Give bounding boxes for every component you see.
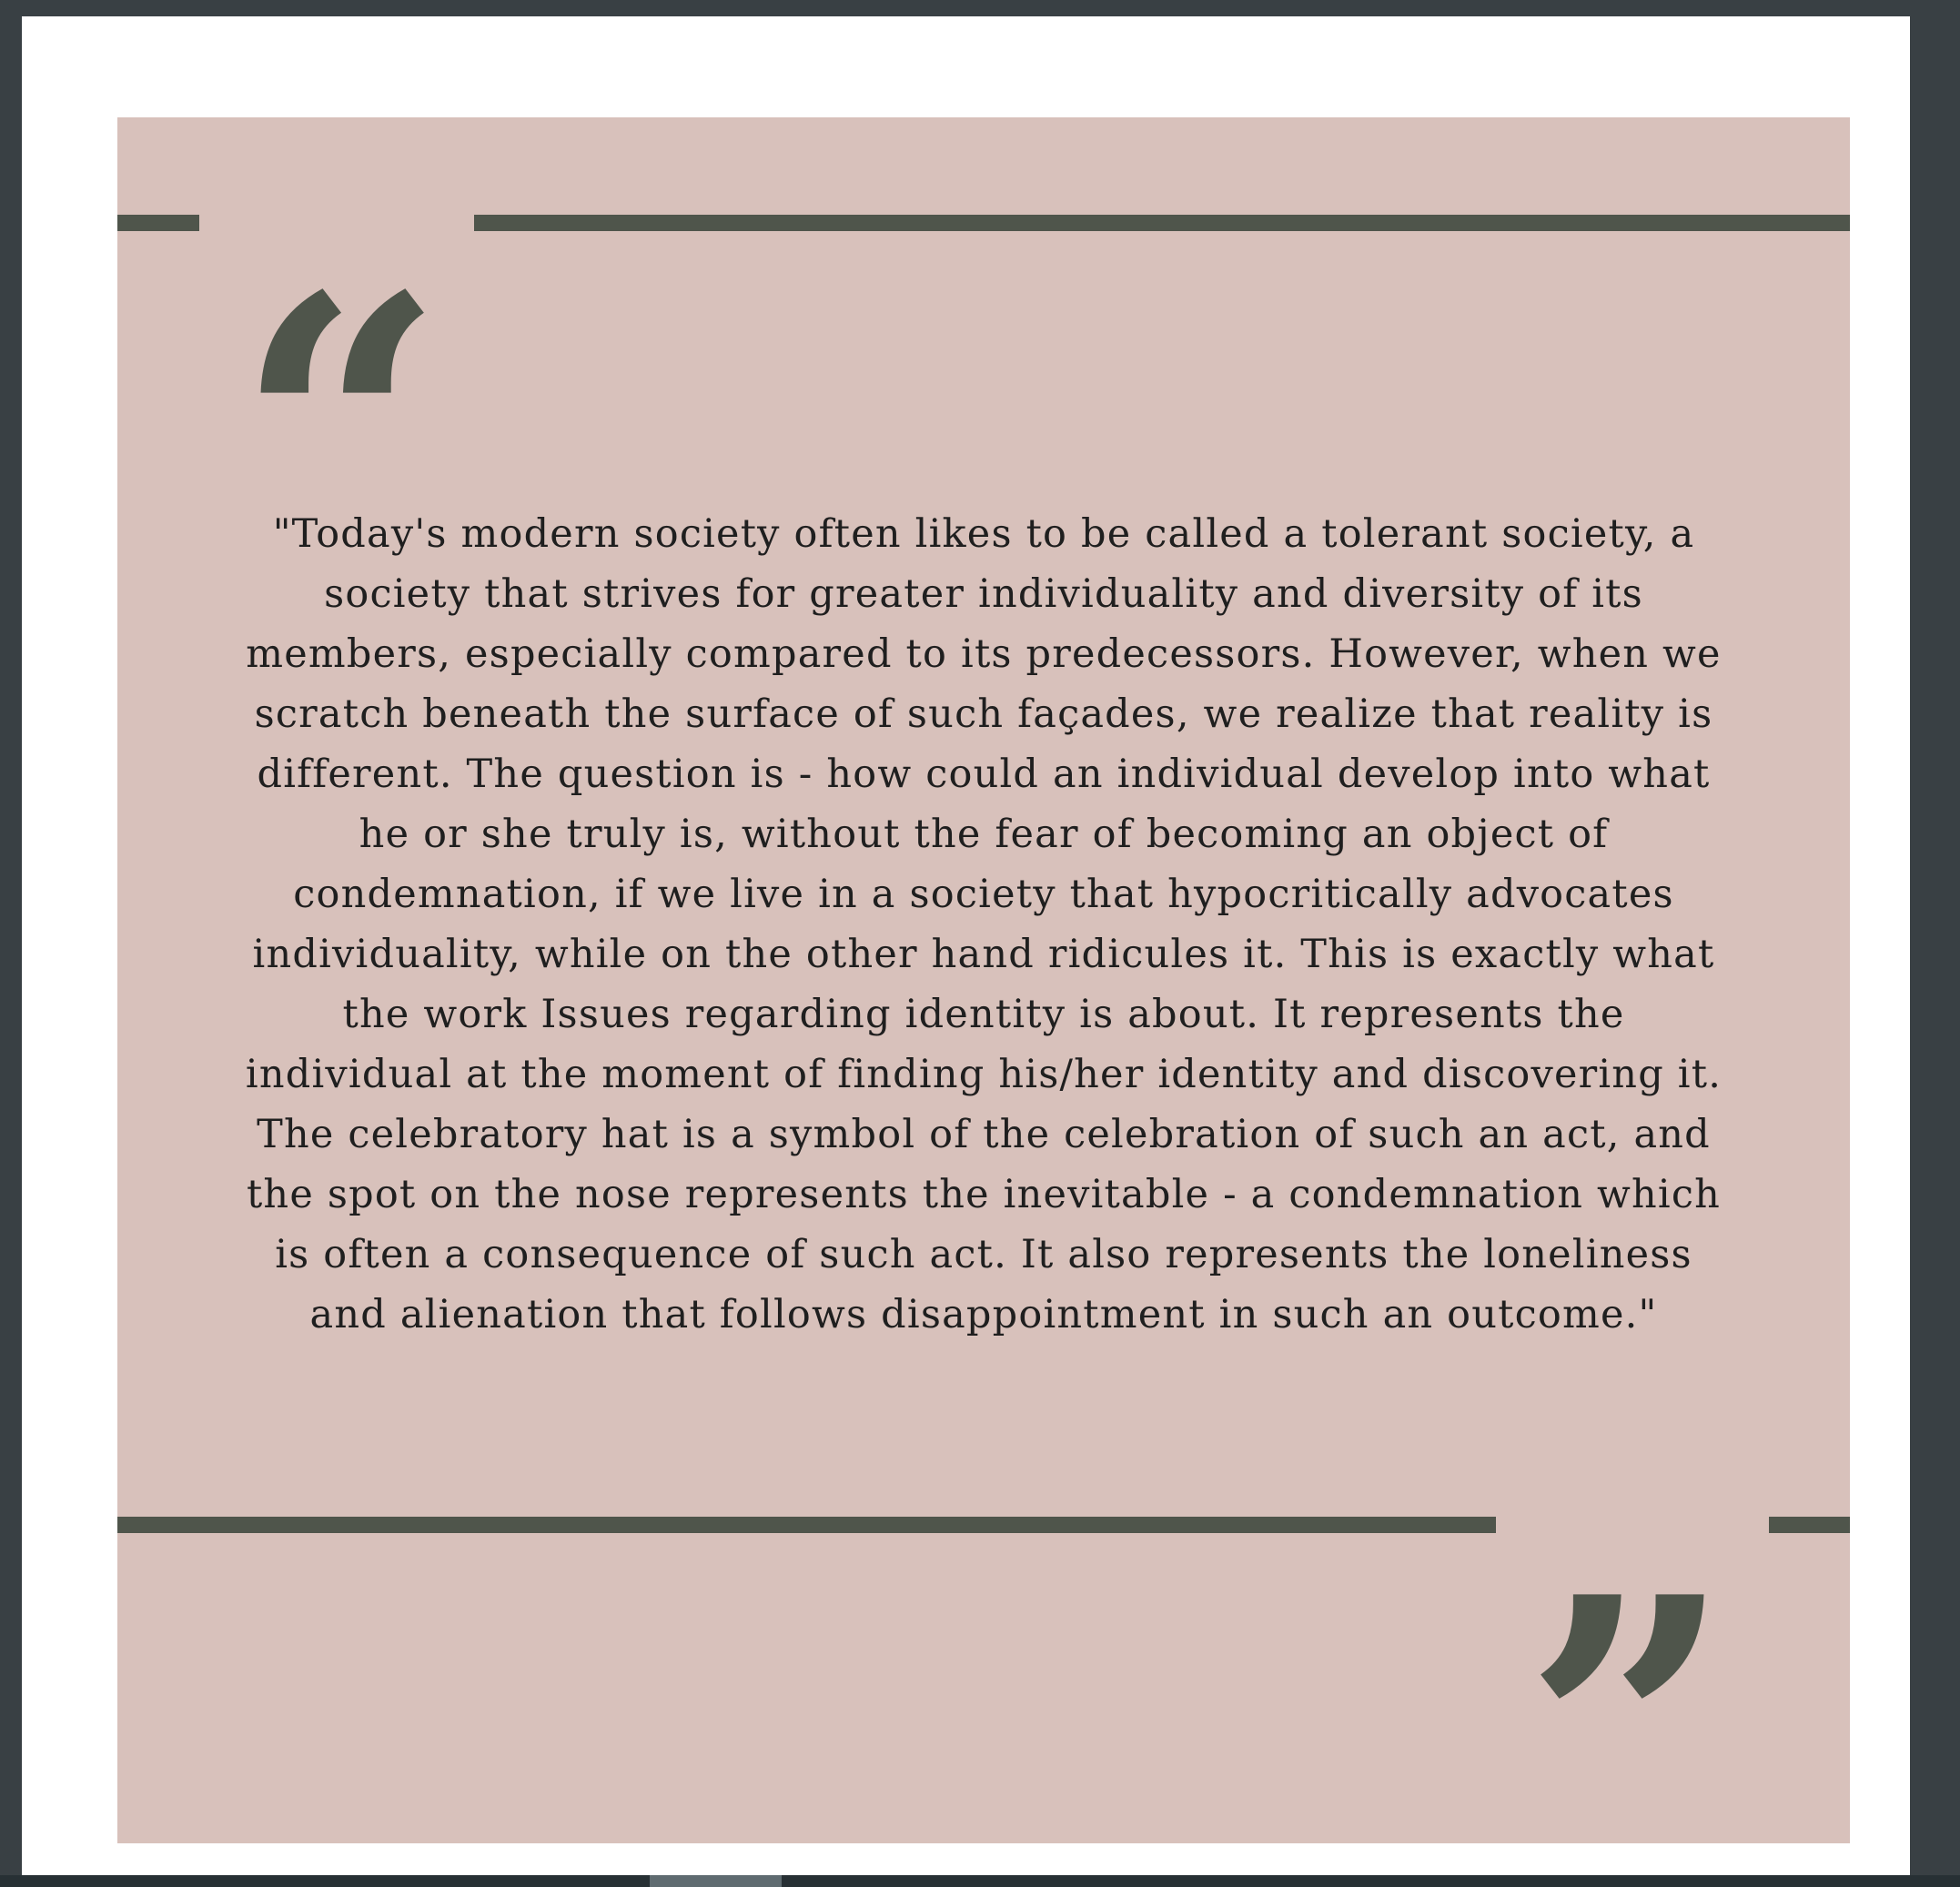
quote-card (117, 117, 1850, 1843)
bottom-rule-short (1769, 1517, 1850, 1533)
quote-text: "Today's modern society often likes to be called a tolerant society, a society that strives for greater individuality and diversity of its members, especially compared to its predecessors. However, when we scratch beneath the surface of such façades, we realize that reality is different. The question is - how could an individual develop into what he or she truly is, without the fear of becoming an object of condemnation, if we live in a society that hypocritically advocates individuality, while on the other hand ridicules it. This is exactly what the work Issues regarding identity is about. It represents the individual at the moment of finding his/her identity and discovering it. The celebratory hat is a symbol of the celebration of such an act, and the spot on the nose represents the inevitable - a condemnation which is often a consequence of such act. It also represents the loneliness and alienation that follows disappointment in such an outcome." (245, 511, 1723, 1337)
top-rule-short (117, 215, 199, 231)
bottom-rule-long (117, 1517, 1496, 1533)
top-rule-long (474, 215, 1850, 231)
horizontal-scrollbar[interactable] (0, 1875, 1960, 1887)
opening-quote-icon: “ (236, 217, 435, 645)
closing-quote-icon: ” (1523, 1519, 1723, 1843)
document-page (22, 16, 1910, 1875)
scrollbar-thumb[interactable] (650, 1875, 782, 1887)
